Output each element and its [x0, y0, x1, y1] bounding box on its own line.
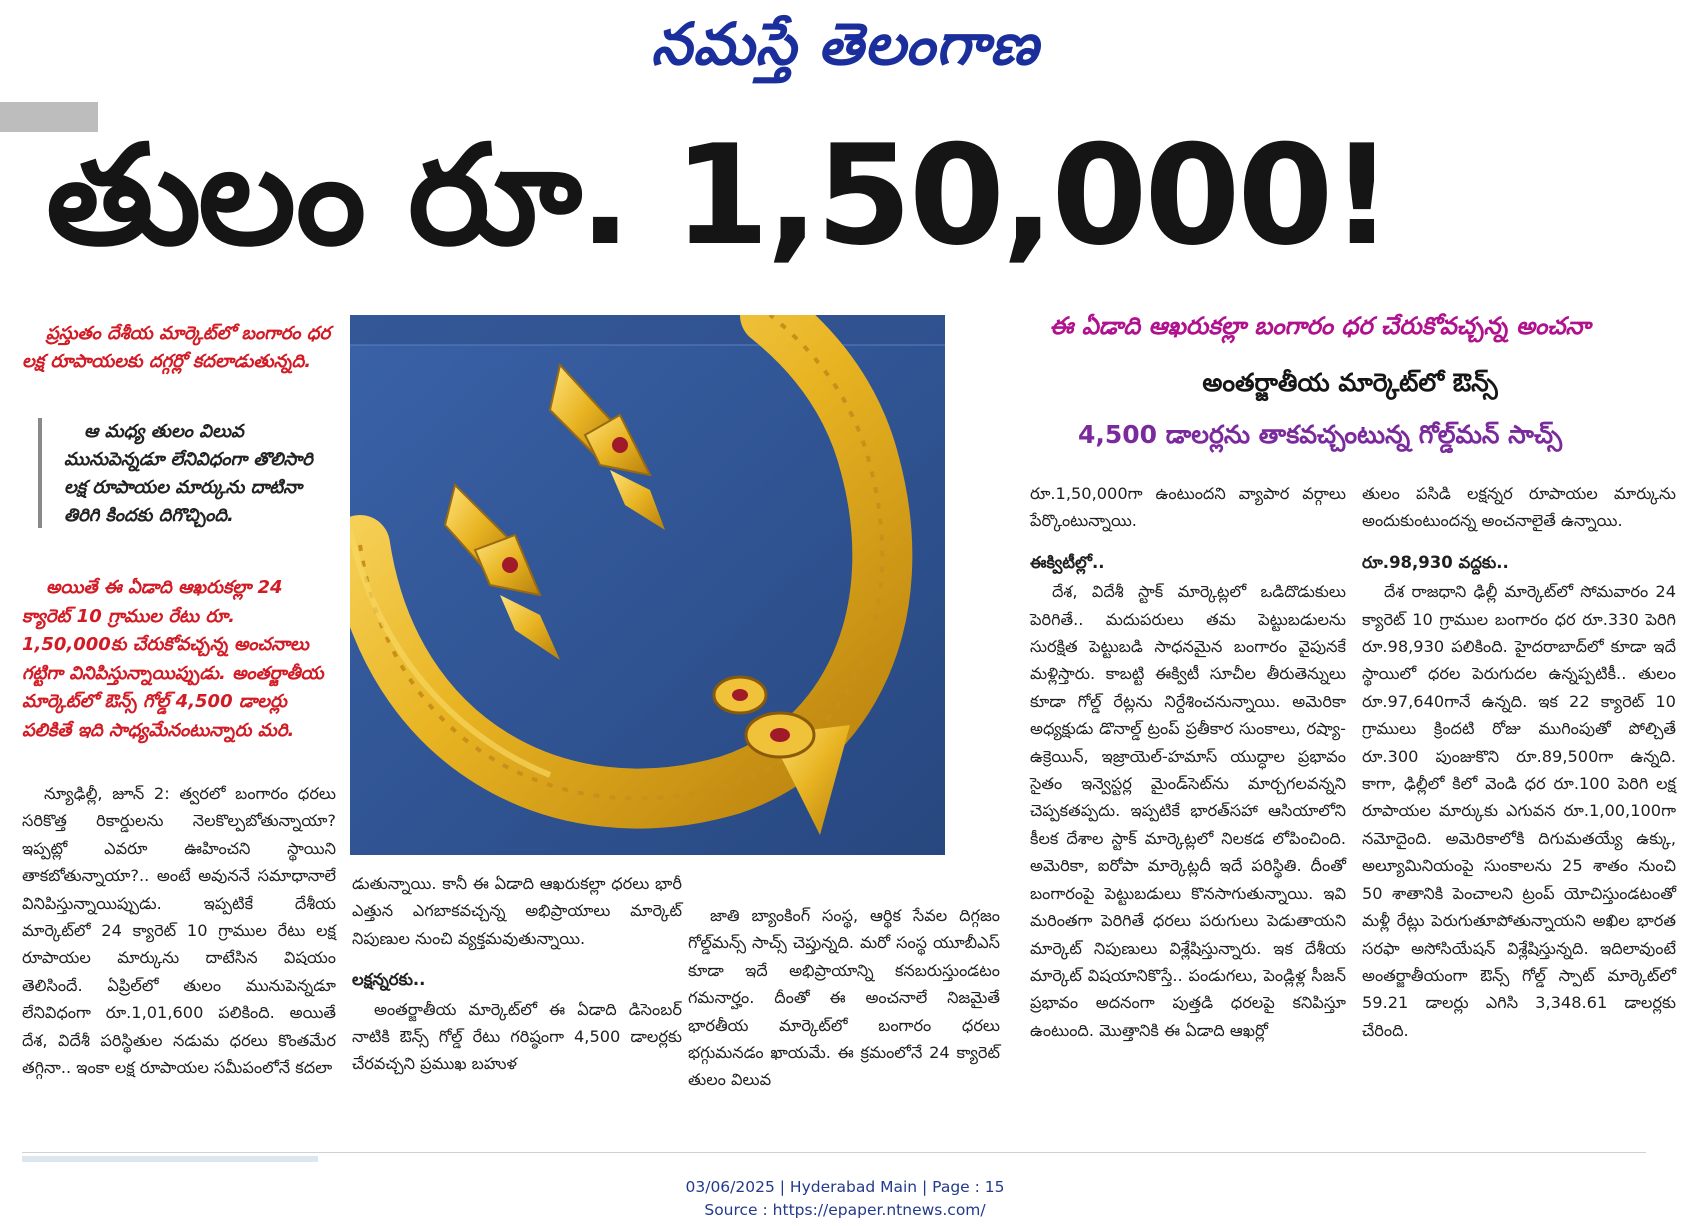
article-column-1	[22, 780, 336, 1081]
article-paragraph: న్యూఢిల్లీ, జూన్ 2: త్వరలో బంగారం ధరలు సరికొత్త రికార్డులను నెలకొల్పబోతున్నాయా? ఇప్పట్లో ఎవరూ ఊహించని స్థాయిని తాకబోతున్నాయా?.. అంటే అవుననే సమాధానాలే వినిపిస్తున్నాయిప్పుడు. ఇప్పటికే దేశీయ మార్కెట్‌లో 24 క్యారెట్ 10 గ్రాముల రేటు లక్ష రూపాయల మార్కును దాటేసిన విషయం తెలిసిందే. ఏప్రిల్‌లో తులం మునుపెన్నడూ లేనివిధంగా రూ.1,01,600 పలికింది. అయితే దేశ, విదేశీ పరిస్థితుల నడుమ ధరలు కొంతమేర తగ్గినా.. ఇంకా లక్ష రూపాయల సమీపంలోనే కదలా	[22, 784, 336, 1078]
subhead-goldman: 4,500 డాలర్లను తాకవచ్చంటున్న గోల్డ్‌మన్ సాచ్స్	[1077, 420, 1563, 449]
subhead-forecast: ఈ ఏడాది ఆఖరుకల్లా బంగారం ధర చేరుకోవచ్చన్న అంచనా	[1049, 312, 1591, 340]
gold-jewellery-photo	[350, 315, 945, 855]
gold-necklace-image	[350, 315, 945, 855]
headline: తులం రూ. 1,50,000!	[46, 115, 1391, 276]
bottom-rule	[22, 1152, 1646, 1153]
article-paragraph: రూ.1,50,000గా ఉంటుందని వ్యాపార వర్గాలు పేర్కొంటున్నాయి.	[1030, 484, 1346, 531]
section-heading-lakshanna: లక్షన్నరకు..	[352, 970, 426, 990]
article-paragraph: డుతున్నాయి. కానీ ఈ ఏడాది ఆఖరుకల్లా ధరలు భారీ ఎత్తున ఎగబాకవచ్చన్న అభిప్రాయాలు మార్కెట్ నిపుణుల నుంచి వ్యక్తమవుతున్నాయి.	[352, 874, 682, 948]
subhead-international: అంతర్జాతీయ మార్కెట్‌లో ఔన్స్	[1202, 368, 1498, 397]
article-column-5	[1362, 480, 1676, 1044]
masthead-logo: నమస్తే తెలంగాణ	[651, 10, 1039, 78]
article-column-3	[688, 902, 1000, 1094]
article-paragraph: అంతర్జాతీయ మార్కెట్‌లో ఈ ఏడాది డిసెంబర్ నాటికి ఔన్స్ గోల్డ్ రేటు గరిష్ఠంగా 4,500 డాలర్లకు చేరవచ్చని ప్రముఖ బహుళ	[352, 999, 682, 1074]
article-column-2	[352, 870, 682, 1078]
footer-source-link[interactable]: Source : https://epaper.ntnews.com/	[704, 1201, 986, 1219]
summary-red-2: అయితే ఈ ఏడాది ఆఖరుకల్లా 24 క్యారెట్ 10 గ్రాముల రేటు రూ. 1,50,000కు చేరుకోవచ్చన్న అంచనాలు గట్టిగా వినిపిస్తున్నాయిప్పుడు. అంతర్జాతీయ మార్కెట్‌లో ఔన్స్ గోల్డ్ 4,500 డాలర్లు పలికితే ఇది సాధ్యమేనంటున్నారు మరి.	[22, 577, 324, 741]
article-paragraph: జాతి బ్యాంకింగ్ సంస్థ, ఆర్థిక సేవల దిగ్గజం గోల్డ్‌మన్స్ సాచ్స్ చెప్తున్నది. మరో సంస్థ యూబీఎస్ కూడా ఇదే అభిప్రాయాన్ని కనబరుస్తుండటం గమనార్హం. దీంతో ఈ అంచనాలే నిజమైతే భారతీయ మార్కెట్‌లో బంగారం ధరలు భగ్గుమనడం ఖాయమే. ఈ క్రమంలోనే 24 క్యారెట్ తులం విలువ	[688, 906, 1000, 1090]
section-heading-price: రూ.98,930 వద్దకు..	[1362, 552, 1509, 572]
article-paragraph: దేశ, విదేశీ స్టాక్ మార్కెట్లలో ఒడిదొడుకులు పెరిగితే.. మదుపరులు తమ పెట్టుబడులను సురక్షిత పెట్టుబడి సాధనమైన బంగారం వైపునకే మళ్లిస్తారు. కాబట్టి ఈక్విటీ సూచీల తీరుతెన్నులు కూడా గోల్డ్ రేట్లను నిర్దేశించనున్నాయి. అమెరికా అధ్యక్షుడు డొనాల్డ్ ట్రంప్ ప్రతీకార సుంకాలు, రష్యా-ఉక్రెయిన్, ఇజ్రాయెల్-హమాస్ యుద్ధాల ప్రభావం సైతం ఇన్వెస్టర్ల మైండ్‌సెట్‌ను మార్చగలవన్నని చెప్పకతప్పదు. ఇప్పటికే భారత్‌సహా ఆసియాలోని కీలక దేశాల స్టాక్ మార్కెట్లలో నిలకడ లోపించింది. అమెరికా, ఐరోపా మార్కెట్లదీ ఇదే పరిస్థితి. దీంతో బంగారంపై పెట్టుబడులు కొనసాగుతున్నాయి. ఇవి మరింతగా పెరిగితే ధరలు పరుగులు పెడుతాయని మార్కెట్ నిపుణులు విశ్లేషిస్తున్నారు. ఇక దేశీయ మార్కెట్ విషయానికొస్తే.. పండుగలు, పెండ్లిళ్ల సీజన్ ప్రభావం అదనంగా పుత్తడి ధరలపై కనిపిస్తూ ఉంటుంది. మొత్తానికి ఈ ఏడాది ఆఖర్లో	[1030, 582, 1346, 1040]
section-heading-equities: ఈక్విటీల్లో..	[1030, 552, 1105, 572]
summary-divider-bar	[38, 418, 42, 528]
footer-edition-info: 03/06/2025 | Hyderabad Main | Page : 15	[685, 1178, 1005, 1196]
article-paragraph: తులం పసిడి లక్షన్నర రూపాయల మార్కును అందుకుంటుందన్న అంచనాలైతే ఉన్నాయి.	[1362, 484, 1676, 531]
article-column-4	[1030, 480, 1346, 1044]
bottom-strip	[22, 1156, 318, 1162]
summary-red-1: ప్రస్తుతం దేశీయ మార్కెట్‌లో బంగారం ధర లక్ష రూపాయలకు దగ్గర్లో కదలాడుతున్నది.	[22, 323, 331, 372]
summary-black: ఆ మధ్య తులం విలువ మునుపెన్నడూ లేనివిధంగా తొలిసారి లక్ష రూపాయల మార్కును దాటినా తిరిగి కిందకు దిగొచ్చింది.	[64, 421, 313, 526]
article-paragraph: దేశ రాజధాని ఢిల్లీ మార్కెట్‌లో సోమవారం 24 క్యారెట్ 10 గ్రాముల బంగారం ధర రూ.330 పెరిగి రూ.98,930 పలికింది. హైదరాబాద్‌లో కూడా ఇదే స్థాయిలో ధరల పెరుగుదల ఉన్నప్పటికీ.. తులం రూ.97,640గానే ఉన్నది. ఇక 22 క్యారెట్ 10 గ్రాములు క్రిందటి రోజు ముగింపుతో పోల్చితే రూ.300 పుంజుకొని రూ.89,500గా ఉన్నది. కాగా, ఢిల్లీలో కిలో వెండి ధర రూ.100 పెరిగి లక్ష రూపాయల మార్కుకు ఎగువన రూ.1,00,100గా నమోదైంది. అమెరికాలోకి దిగుమతయ్యే ఉక్కు, అల్యూమినియంపై సుంకాలను 25 శాతం నుంచి 50 శాతానికి పెంచాలని ట్రంప్ యోచిస్తుండటంతో మళ్లీ రేట్లు పెరుగుతూపోతున్నాయని అఖిల భారత సరఫా అసోసియేషన్ విశ్లేషిస్తున్నది. ఇదిలావుంటే అంతర్జాతీయంగా ఔన్స్ గోల్డ్ స్పాట్ మార్కెట్‌లో 59.21 డాలర్లు ఎగిసి 3,348.61 డాలర్లకు చేరింది.	[1362, 582, 1676, 1040]
